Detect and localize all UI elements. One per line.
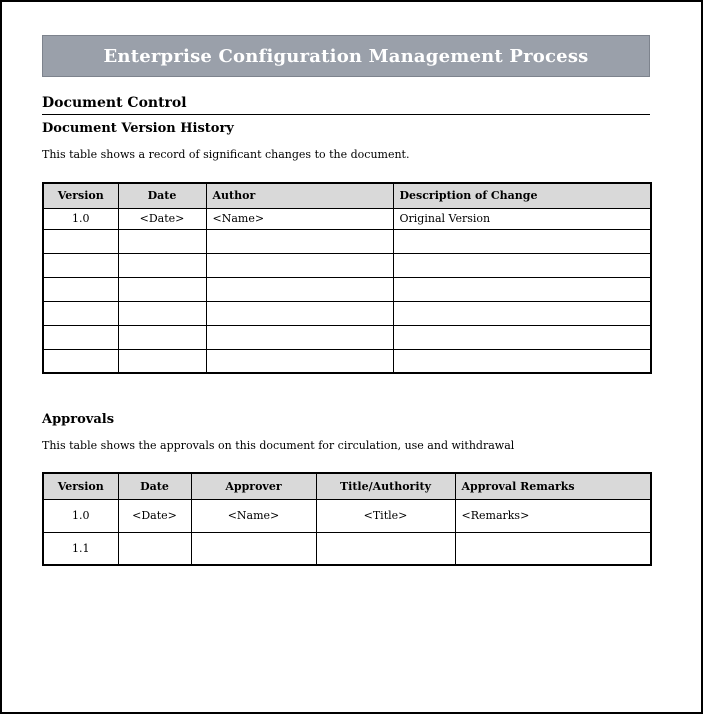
approvals-description: This table shows the approvals on this document for circulation, use and withdrawal: [42, 439, 515, 452]
table-cell: [118, 229, 206, 253]
table-cell: [43, 253, 118, 277]
table-cell: [118, 532, 191, 565]
table-row: [43, 301, 651, 325]
table-cell: 1.0: [43, 499, 118, 532]
table-cell: [206, 253, 393, 277]
column-header: Author: [206, 183, 393, 208]
table-row: [43, 277, 651, 301]
table-cell: <Name>: [206, 208, 393, 229]
table-row: [43, 253, 651, 277]
table-cell: [118, 277, 206, 301]
table-row: [43, 532, 651, 565]
table-cell: [206, 229, 393, 253]
table-row: [43, 229, 651, 253]
column-header: Approver: [191, 473, 316, 499]
document-control-heading: Document Control: [42, 95, 650, 115]
column-header: Date: [118, 183, 206, 208]
table-cell: [43, 325, 118, 349]
table-cell: [206, 349, 393, 373]
document-page: [42, 35, 650, 566]
version-history-heading: Document Version History: [42, 121, 234, 136]
table-header-row: [43, 473, 651, 499]
table-cell: <Title>: [316, 499, 455, 532]
table-cell: [206, 301, 393, 325]
table-cell: [393, 253, 651, 277]
table-cell: [393, 349, 651, 373]
table-cell: [393, 229, 651, 253]
column-header: Version: [43, 473, 118, 499]
table-row: [43, 349, 651, 373]
table-cell: <Remarks>: [455, 499, 651, 532]
table-cell: [393, 277, 651, 301]
table-cell: [118, 349, 206, 373]
column-header: Approval Remarks: [455, 473, 651, 499]
table-cell: [43, 301, 118, 325]
document-title-banner: [42, 35, 650, 77]
table-cell: 1.0: [43, 208, 118, 229]
version-history-table: [42, 182, 652, 374]
table-cell: [455, 532, 651, 565]
table-cell: Original Version: [393, 208, 651, 229]
table-header-row: [43, 183, 651, 208]
column-header: Version: [43, 183, 118, 208]
table-row: [43, 499, 651, 532]
table-cell: [316, 532, 455, 565]
approvals-heading: Approvals: [42, 412, 115, 427]
table-cell: [191, 532, 316, 565]
table-cell: [393, 325, 651, 349]
table-cell: [206, 277, 393, 301]
table-cell: <Name>: [191, 499, 316, 532]
table-row: [43, 325, 651, 349]
document-title: Enterprise Configuration Management Process: [103, 45, 589, 67]
table-row: [43, 208, 651, 229]
table-cell: [43, 277, 118, 301]
table-cell: [118, 253, 206, 277]
table-cell: <Date>: [118, 208, 206, 229]
table-cell: <Date>: [118, 499, 191, 532]
table-cell: [118, 301, 206, 325]
column-header: Title/Authority: [316, 473, 455, 499]
approvals-table: [42, 472, 652, 566]
table-cell: [43, 229, 118, 253]
column-header: Description of Change: [393, 183, 651, 208]
table-cell: [393, 301, 651, 325]
column-header: Date: [118, 473, 191, 499]
table-cell: 1.1: [43, 532, 118, 565]
table-cell: [43, 349, 118, 373]
version-history-description: This table shows a record of significant changes to the document.: [42, 148, 410, 161]
table-cell: [118, 325, 206, 349]
table-cell: [206, 325, 393, 349]
